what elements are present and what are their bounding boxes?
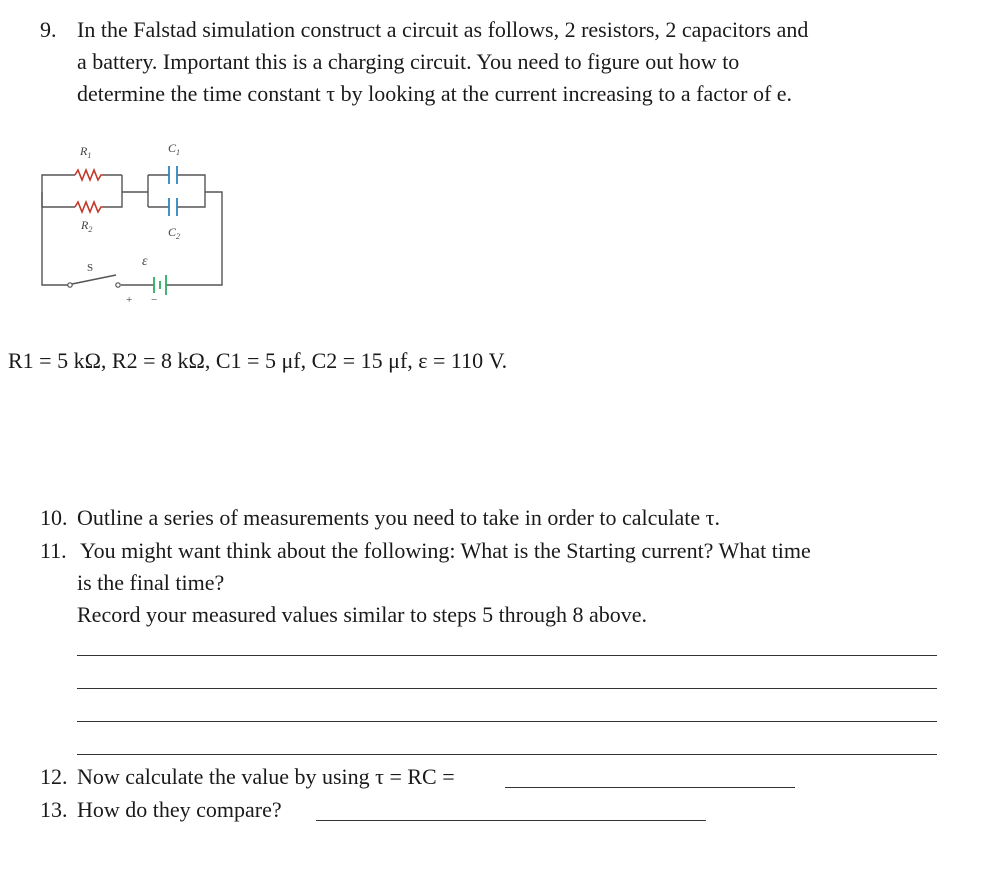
q11-line-1: You might want think about the following: What is the Starting current? What time xyxy=(80,538,811,563)
q9-number: 9. xyxy=(40,17,57,42)
resistor-branch-top-left xyxy=(42,175,75,192)
left-wire xyxy=(42,192,68,285)
switch-terminal-right xyxy=(116,283,120,287)
q10-number: 10. xyxy=(40,505,68,530)
q11-line-3: Record your measured values similar to steps 5 through 8 above. xyxy=(77,602,648,627)
capacitor-c1 xyxy=(169,166,177,184)
q9-line-2: a battery. Important this is a charging circuit. You need to figure out how to xyxy=(77,49,740,74)
answer-line-4[interactable] xyxy=(77,754,937,755)
cap-to-right-wire xyxy=(185,192,222,285)
q12-text: Now calculate the value by using τ = RC = xyxy=(77,764,455,789)
r2-label: $R_2$ xyxy=(81,218,93,234)
battery-plus-label: + xyxy=(126,294,133,306)
q10-text: Outline a series of measurements you need to take in order to calculate τ. xyxy=(77,505,720,530)
q12-answer-line[interactable] xyxy=(505,787,795,788)
emf-label: ε xyxy=(142,254,148,269)
battery xyxy=(154,275,166,295)
answer-line-1[interactable] xyxy=(77,655,937,656)
circuit-diagram xyxy=(30,135,240,310)
answer-line-2[interactable] xyxy=(77,688,937,689)
switch-terminal-left xyxy=(68,283,72,287)
q13-text: How do they compare? xyxy=(77,797,282,822)
capacitor-c2 xyxy=(169,198,177,216)
switch-label: S xyxy=(87,262,94,274)
q11-number: 11. xyxy=(40,538,67,563)
component-values: R1 = 5 kΩ, R2 = 8 kΩ, C1 = 5 μf, C2 = 15 μf, ε = 110 V. xyxy=(8,348,508,373)
resistor-r1 xyxy=(75,170,103,180)
r1-label: $R_1$ xyxy=(80,144,92,160)
c2-label: $C_2$ xyxy=(168,225,181,241)
switch-lever xyxy=(72,275,116,284)
q13-number: 13. xyxy=(40,797,68,822)
battery-minus-label: − xyxy=(151,294,158,306)
resistor-branch-bottom-left xyxy=(42,192,75,207)
q12-number: 12. xyxy=(40,764,68,789)
q11-line-2: is the final time? xyxy=(77,570,225,595)
resistor-branch-bottom-right xyxy=(103,175,122,207)
resistor-r2 xyxy=(75,202,103,212)
q9-line-3: determine the time constant τ by looking at the current increasing to a factor of e. xyxy=(77,81,793,106)
q9-line-1: In the Falstad simulation construct a circuit as follows, 2 resistors, 2 capacitors and xyxy=(77,17,809,42)
cap-branch-left xyxy=(148,175,169,207)
cap-branch-right xyxy=(177,175,205,207)
q13-answer-line[interactable] xyxy=(316,820,706,821)
answer-line-3[interactable] xyxy=(77,721,937,722)
c1-label: $C_1$ xyxy=(168,141,181,157)
